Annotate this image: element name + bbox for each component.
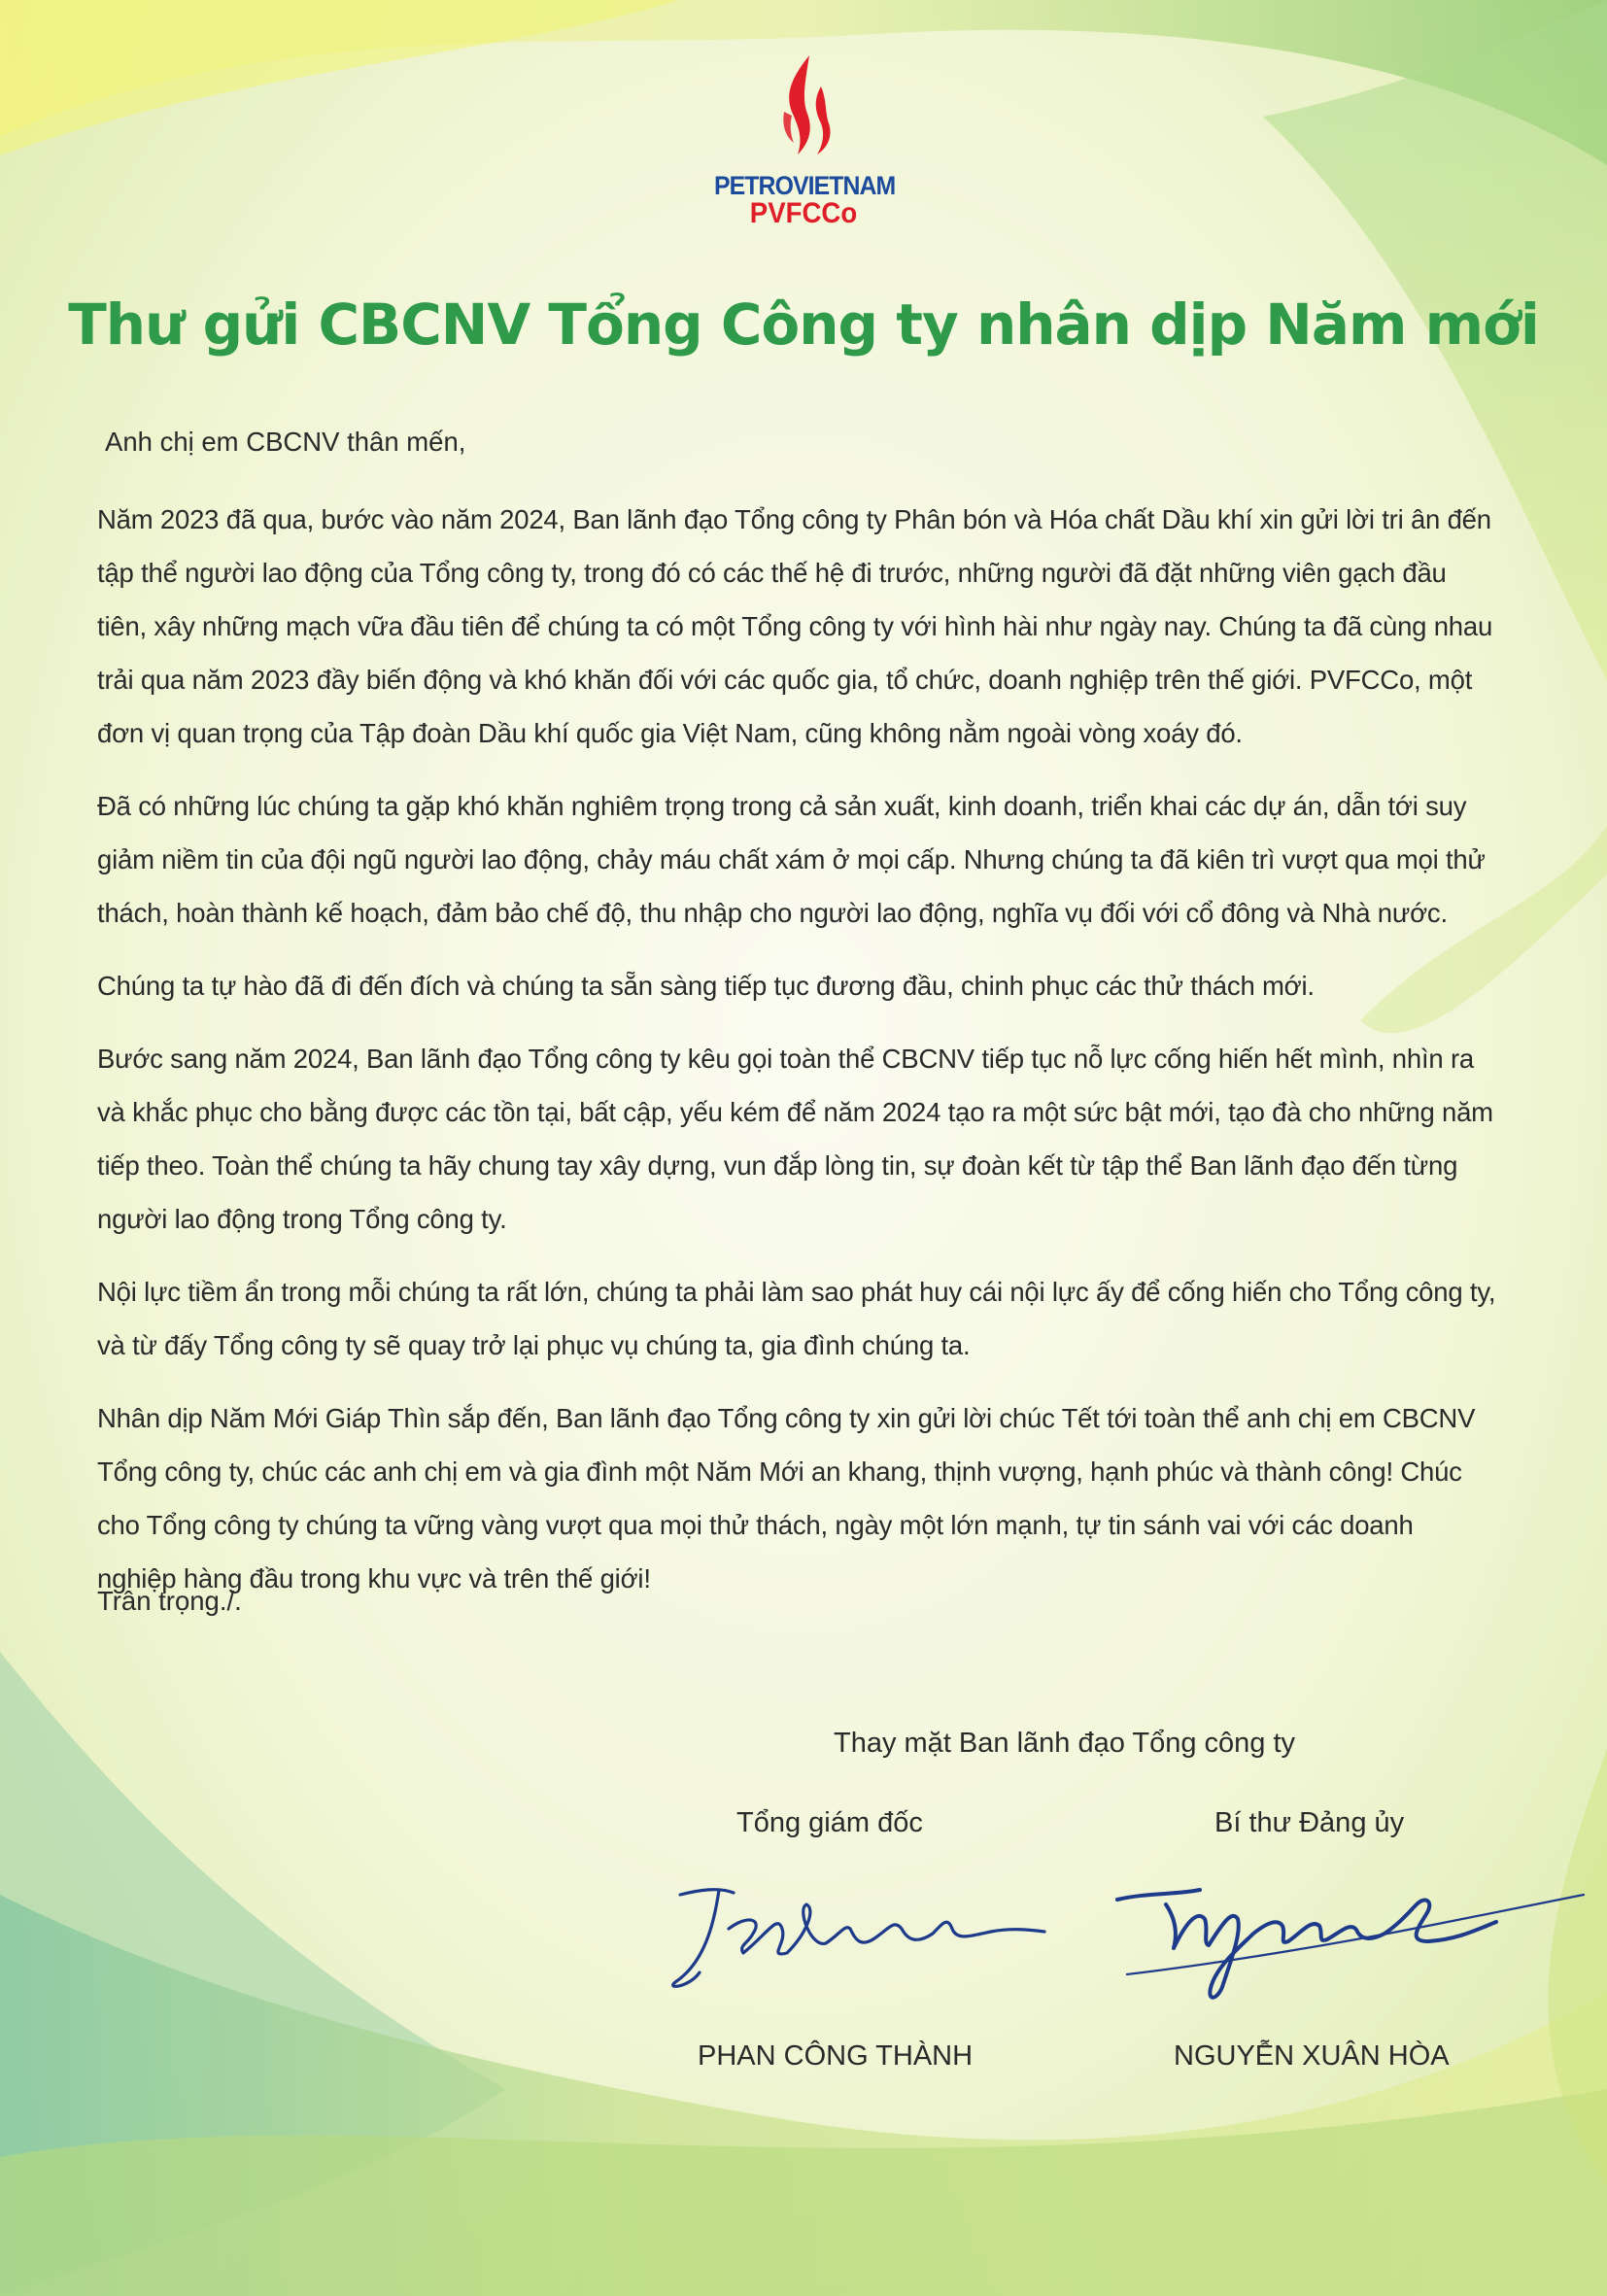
paragraph: Năm 2023 đã qua, bước vào năm 2024, Ban lãnh đạo Tổng công ty Phân bón và Hóa chất Dầu khí xin gửi lời tri ân đến tập thể người lao động của Tổng công ty, trong đó có các thế hệ đi trước, những người đã đặt những viên gạch đầu tiên, xây những mạch vữa đầu tiên để chúng ta có một Tổng công ty với hình hài như ngày nay. Chúng ta đã cùng nhau trải qua năm 2023 đầy biến động và khó khăn đối với các quốc gia, tổ chức, doanh nghiệp trên thế giới. PVFCCo, một đơn vị quan trọng của Tập đoàn Dầu khí quốc gia Việt Nam, cũng không nằm ngoài vòng xoáy đó. [97, 504, 1493, 748]
logo-brand-line2: PVFCCo [749, 197, 858, 229]
greeting: Anh chị em CBCNV thân mến, [105, 427, 466, 457]
paragraph: Nội lực tiềm ẩn trong mỗi chúng ta rất lớn, chúng ta phải làm sao phát huy cái nội lực ấy để cống hiến cho Tổng công ty, và từ đấy Tổng công ty sẽ quay trở lại phục vụ chúng ta, gia đình chúng ta. [97, 1277, 1496, 1360]
company-logo [706, 53, 901, 248]
paragraph: Nhân dịp Năm Mới Giáp Thìn sắp đến, Ban lãnh đạo Tổng công ty xin gửi lời chúc Tết tới toàn thể anh chị em CBCNV Tổng công ty, chúc các anh chị em và gia đình một Năm Mới an khang, thịnh vượng, hạnh phúc và thành công! Chúc cho Tổng công ty chúng ta vững vàng vượt qua mọi thử thách, ngày một lớn mạnh, tự tin sánh vai với các doanh nghiệp hàng đầu trong khu vực và trên thế giới! [97, 1403, 1476, 1593]
letter-title: Thư gửi CBCNV Tổng Công ty nhân dịp Năm mới [68, 291, 1539, 358]
signer-left-role: Tổng giám đốc [736, 1807, 923, 1838]
signer-left-name: PHAN CÔNG THÀNH [698, 2040, 974, 2072]
signer-right-role: Bí thư Đảng ủy [1214, 1807, 1405, 1838]
logo-brand-line1: PETROVIETNAM [714, 171, 896, 200]
letter-body [97, 493, 1496, 1625]
paragraph: Bước sang năm 2024, Ban lãnh đạo Tổng công ty kêu gọi toàn thể CBCNV tiếp tục nỗ lực cống hiến hết mình, nhìn ra và khắc phục cho bằng được các tồn tại, bất cập, yếu kém để năm 2024 tạo ra một sức bật mới, tạo đà cho những năm tiếp theo. Toàn thể chúng ta hãy chung tay xây dựng, vun đắp lòng tin, sự đoàn kết từ tập thể Ban lãnh đạo đến từng người lao động trong Tổng công ty. [97, 1044, 1493, 1234]
on-behalf-label: Thay mặt Ban lãnh đạo Tổng công ty [834, 1728, 1296, 1759]
signature-left [661, 1875, 1049, 2021]
flame-icon [765, 53, 842, 170]
signer-right-name: NGUYỄN XUÂN HÒA [1174, 2040, 1450, 2072]
paragraph: Đã có những lúc chúng ta gặp khó khăn nghiêm trọng trong cả sản xuất, kinh doanh, triển khai các dự án, dẫn tới suy giảm niềm tin của đội ngũ người lao động, chảy máu chất xám ở mọi cấp. Nhưng chúng ta đã kiên trì vượt qua mọi thử thách, hoàn thành kế hoạch, đảm bảo chế độ, thu nhập cho người lao động, nghĩa vụ đối với cổ đông và Nhà nước. [97, 791, 1486, 928]
paragraph: Chúng ta tự hào đã đi đến đích và chúng ta sẵn sàng tiếp tục đương đầu, chinh phục các thử thách mới. [97, 971, 1315, 1001]
signature-right [1108, 1866, 1593, 2021]
closing-line: Trân trọng./. [97, 1586, 242, 1616]
